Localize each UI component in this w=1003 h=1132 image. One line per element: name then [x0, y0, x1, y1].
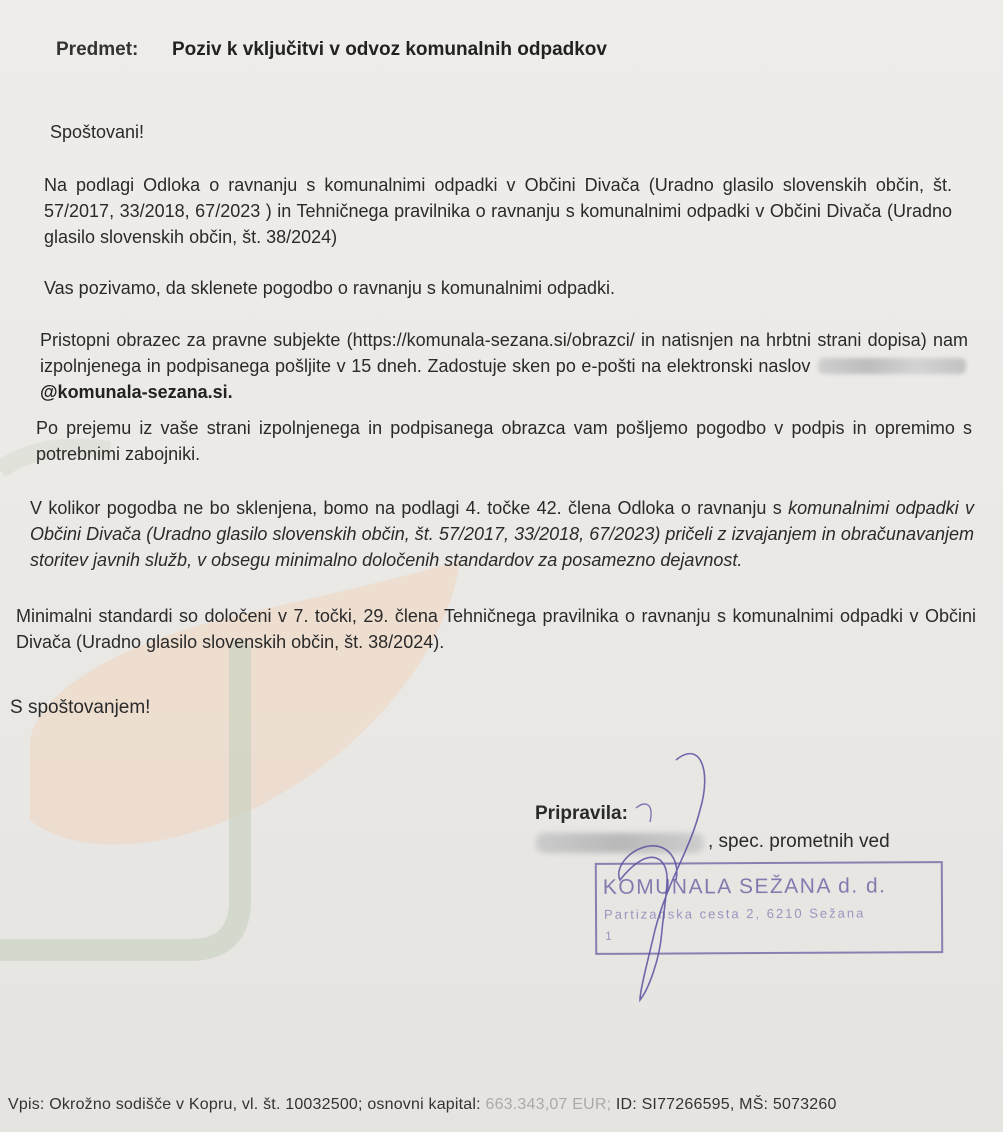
stamp-company-name: KOMUNALA SEŽANA d. d.: [602, 874, 887, 899]
consequence-text: V kolikor pogodba ne bo sklenjena, bomo na podlagi 4. točke 42. člena Odloka o ravnanju s: [30, 498, 782, 518]
subject-label: Predmet:: [56, 39, 139, 60]
stamp-address: Partizanska cesta 2, 6210 Sežana: [603, 905, 866, 922]
paragraph-minimum-standards: Minimalni standardi so določeni v 7. točki, 29. člena Tehničnega pravilnika o ravnanju s komunalnimi odpadki v Občini Divača (Uradno glasilo slovenskih občin, št. 38/2024).: [16, 606, 976, 652]
footer-registry: Vpis: Okrožno sodišče v Kopru, vl. št. 10032500; osnovni kapital:: [8, 1096, 481, 1113]
footer-capital: 663.343,07 EUR;: [485, 1096, 612, 1113]
author-position: , spec. prometnih ved: [708, 831, 890, 852]
company-stamp: [595, 861, 943, 955]
greeting: Spoštovani!: [50, 122, 145, 142]
redacted-author-name: [536, 833, 704, 853]
paragraph-invitation: Vas pozivamo, da sklenete pogodbo o ravnanju s komunalnimi odpadki.: [44, 278, 616, 298]
paragraph-after-receipt: Po prejemu iz vaše strani izpolnjenega in podpisanega obrazca vam pošljemo pogodbo v podpis in opremimo s potrebnimi zabojniki.: [36, 418, 972, 464]
footer-ids: ID: SI77266595, MŠ: 5073260: [615, 1096, 837, 1113]
closing-salutation: S spoštovanjem!: [10, 697, 151, 718]
subject-title: Poziv k vključitvi v odvoz komunalnih odpadkov: [172, 39, 607, 60]
paragraph-form-instructions: [40, 327, 968, 405]
prepared-by-label: Pripravila:: [535, 803, 628, 824]
paragraph-legal-basis: Na podlagi Odloka o ravnanju s komunalnimi odpadki v Občini Divača (Uradno glasilo slovenskih občin, št. 57/2017, 33/2018, 67/2023 ) in Tehničnega pravilnika o ravnanju s komunalnimi odpadki v Občini Divača (Uradno glasilo slovenskih občin, št. 38/2024): [44, 175, 952, 247]
paragraph-consequence: [30, 495, 974, 573]
form-instructions-text: Pristopni obrazec za pravne subjekte (https://komunala-sezana.si/obrazci/ in natisnjen na hrbtni strani dopisa) nam izpolnjenega in podpisanega pošljite v 15 dneh. Zadostuje sken po e-pošti na elektronski naslov: [40, 330, 968, 376]
stamp-number: 1: [605, 928, 612, 943]
footer-registry-info: [8, 1092, 837, 1118]
email-domain: @komunala-sezana.si.: [40, 382, 233, 402]
redacted-email-user: [818, 358, 966, 374]
consequence-italic-text: komunalnimi odpadki v Občini Divača (Uradno glasilo slovenskih občin, št. 57/2017, 33/2018, 67/2023) pričeli z izvajanjem in obračunavanjem storitev javnih služb, v obsegu minimalno določenih standardov za posamezno dejavnost.: [30, 498, 975, 570]
